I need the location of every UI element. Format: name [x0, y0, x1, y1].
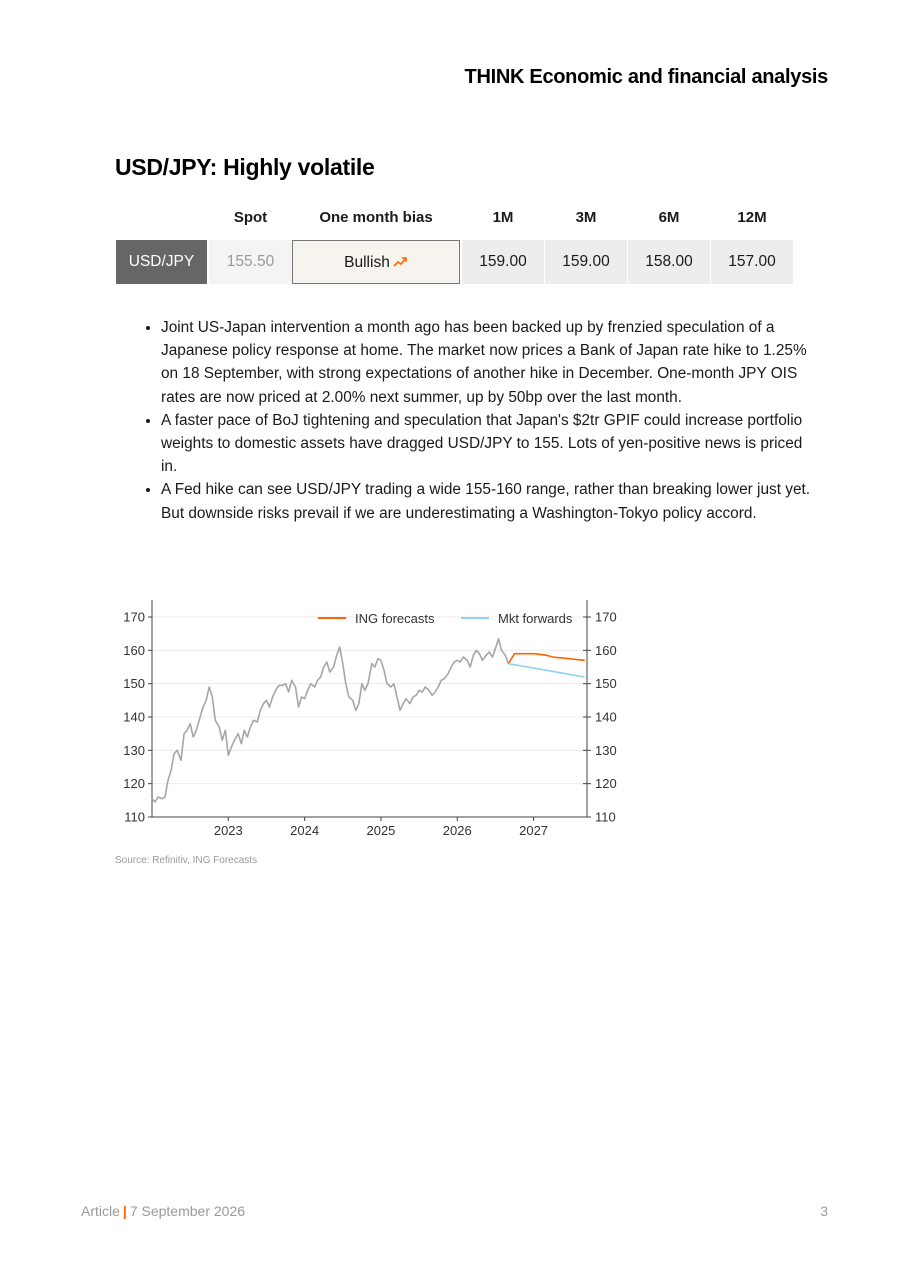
y-tick-label-right: 110 [595, 809, 616, 825]
list-item: • Joint US-Japan intervention a month ago has been backed up by frenzied speculation of a Japanese policy response at home. The market now prices a Bank of Japan rate hike to 1.25% on 18 September, with strong expectations of another hike in December. One-month JPY OIS rates are now priced at 2.00% next summer, up by 50bp over the last month. [161, 316, 821, 409]
series-line-mkt-forwards [508, 664, 584, 677]
y-tick-label-right: 120 [595, 776, 617, 792]
series-line-ing-forecasts [508, 654, 584, 664]
forecast-12m-cell: 157.00 [711, 240, 793, 284]
y-tick-label-right: 130 [595, 742, 617, 758]
footer-date: 7 September 2026 [129, 1203, 246, 1219]
x-tick-label: 2027 [519, 823, 549, 838]
forecast-6m-cell: 158.00 [628, 240, 710, 284]
forecast-table-header [116, 197, 793, 240]
list-item: • A Fed hike can see USD/JPY trading a wide 155-160 range, rather than breaking lower just yet. But downside risks prevail if we are underestimating a Washington-Tokyo policy accord. [161, 478, 821, 524]
table-row [116, 240, 793, 284]
legend-label: Mkt forwards [498, 611, 573, 626]
chart-svg [112, 596, 632, 841]
source-note: Source: Refinitiv, ING Forecasts [115, 855, 258, 866]
bias-label: Bullish [344, 254, 390, 271]
x-tick-label: 2024 [290, 823, 320, 838]
list-item: • A faster pace of BoJ tightening and speculation that Japan's $2tr GPIF could increase portfolio weights to domestic assets have dragged USD/JPY to 155. Lots of yen-positive news is priced in. [161, 409, 821, 479]
col-header-1m: 1M [492, 209, 514, 226]
col-header-3m: 3M [575, 209, 597, 226]
report-header-title: THINK Economic and financial analysis [464, 66, 828, 88]
trend-up-icon [393, 254, 408, 270]
bias-cell [292, 240, 460, 284]
y-tick-label-left: 130 [123, 742, 145, 758]
footer-article-label: Article [81, 1203, 120, 1219]
legend-label: ING forecasts [355, 611, 435, 626]
usdjpy-chart [112, 596, 632, 841]
x-tick-label: 2023 [213, 823, 243, 838]
forecast-1m-cell: 159.00 [462, 240, 544, 284]
y-tick-label-right: 170 [595, 609, 617, 625]
bullet-list [142, 316, 821, 525]
col-header-spot: Spot [233, 209, 268, 226]
section-title: USD/JPY: Highly volatile [115, 154, 375, 180]
y-tick-label-right: 160 [595, 642, 617, 658]
y-tick-label-left: 110 [124, 809, 145, 825]
footer-label [81, 1203, 245, 1219]
forecast-3m-cell: 159.00 [545, 240, 627, 284]
col-header-12m: 12M [737, 209, 767, 226]
footer-separator: | [122, 1203, 127, 1219]
x-tick-label: 2026 [442, 823, 472, 838]
y-tick-label-right: 150 [595, 676, 617, 692]
col-header-6m: 6M [658, 209, 680, 226]
x-tick-label: 2025 [366, 823, 396, 838]
y-tick-label-left: 120 [123, 776, 145, 792]
y-tick-label-right: 140 [595, 709, 617, 725]
series-line-usdjpy-history [152, 639, 508, 802]
y-tick-label-left: 150 [123, 676, 145, 692]
y-tick-label-left: 140 [123, 709, 145, 725]
spot-cell: 155.50 [209, 240, 292, 284]
forecast-table [116, 197, 793, 284]
col-header-bias: One month bias [319, 209, 433, 226]
currency-pair-cell: USD/JPY [116, 240, 207, 284]
y-tick-label-left: 170 [123, 609, 145, 625]
y-tick-label-left: 160 [123, 642, 145, 658]
page-number: 3 [820, 1203, 828, 1219]
